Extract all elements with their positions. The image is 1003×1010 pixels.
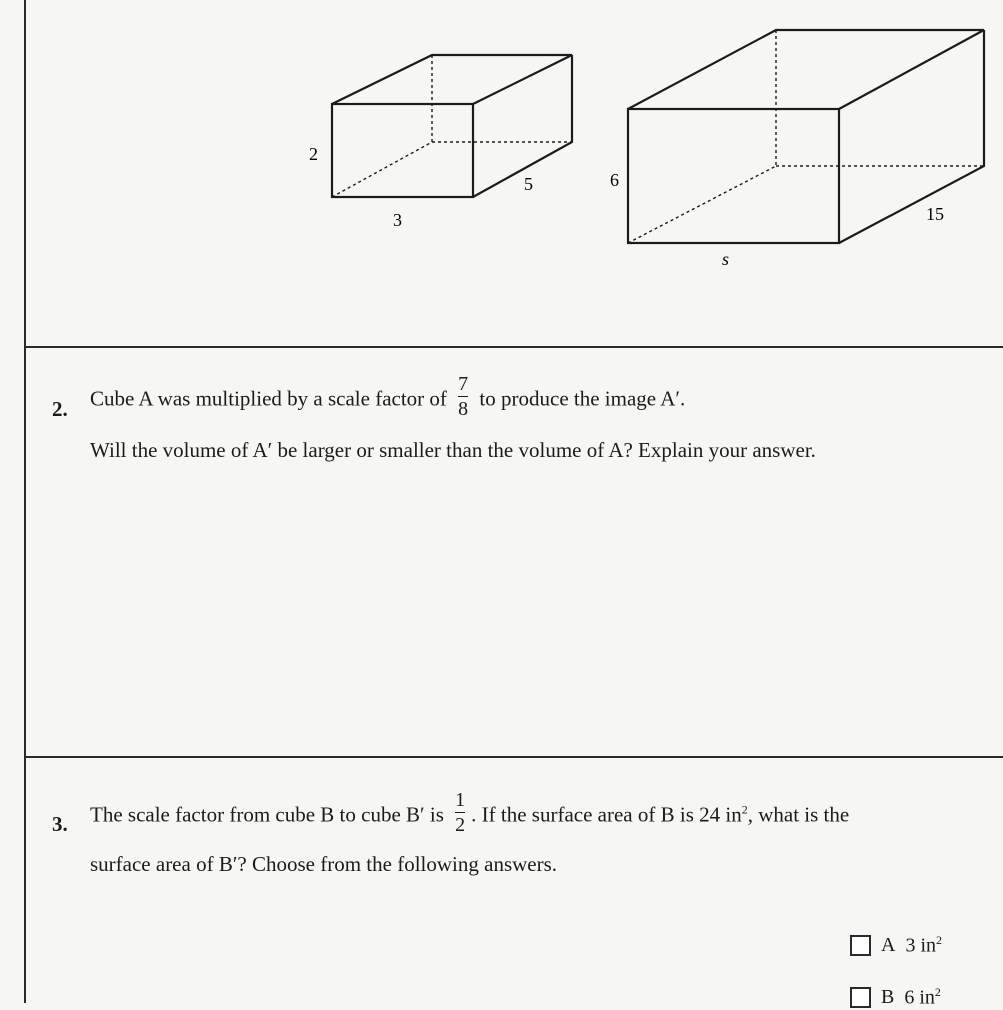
- question-2-number: 2.: [52, 397, 68, 421]
- q3-fraction-numerator: 1: [455, 789, 466, 811]
- question-2-line-1: [90, 373, 686, 423]
- small-prism: [332, 55, 572, 197]
- question-3-line-1: [90, 789, 850, 839]
- prism-figure: [0, 0, 1003, 340]
- option-b-checkbox[interactable]: [850, 987, 871, 1008]
- q3-text-before: The scale factor from cube B to cube B′ is: [90, 802, 444, 827]
- option-a-checkbox[interactable]: [850, 935, 871, 956]
- question-3-number: 3.: [52, 812, 68, 836]
- q3-fraction-bar: [455, 812, 465, 813]
- q3-unit-exponent: 2: [741, 802, 748, 817]
- large-width-label: s: [722, 249, 730, 269]
- q2-fraction-numerator: 7: [458, 373, 469, 395]
- option-b-letter: B: [881, 985, 895, 1008]
- q3-text-end: , what is the: [747, 802, 850, 827]
- q3-fraction: [455, 790, 465, 835]
- option-a-letter: A: [881, 933, 896, 956]
- answer-option-b[interactable]: [850, 985, 941, 1010]
- option-b-value: 6 $in^2$: [904, 985, 941, 1009]
- q3-text-after: . If the surface area of B is 24 in: [471, 802, 742, 827]
- large-depth-label: 15: [926, 204, 944, 224]
- q2-text-before: Cube A was multiplied by a scale factor of: [90, 386, 447, 411]
- q2-fraction: [458, 374, 468, 419]
- q2-text-after: to produce the image A′.: [479, 386, 686, 411]
- answer-option-a[interactable]: [850, 933, 942, 958]
- q2-fraction-denominator: 8: [458, 398, 469, 420]
- large-height-label: 6: [610, 170, 619, 190]
- section-divider-1: [24, 346, 1003, 348]
- option-a-value: 3 $in^2$: [905, 933, 943, 957]
- small-height-label: 2: [309, 144, 318, 164]
- q2-fraction-bar: [458, 396, 468, 397]
- small-depth-label: 5: [524, 174, 533, 194]
- section-divider-2: [24, 756, 1003, 758]
- small-width-label: 3: [393, 210, 402, 230]
- question-2-line-2: Will the volume of A′ be larger or smaller than the volume of A? Explain your answer.: [90, 438, 816, 462]
- q3-fraction-denominator: 2: [455, 814, 466, 836]
- question-3-line-2: surface area of B′? Choose from the following answers.: [90, 852, 558, 876]
